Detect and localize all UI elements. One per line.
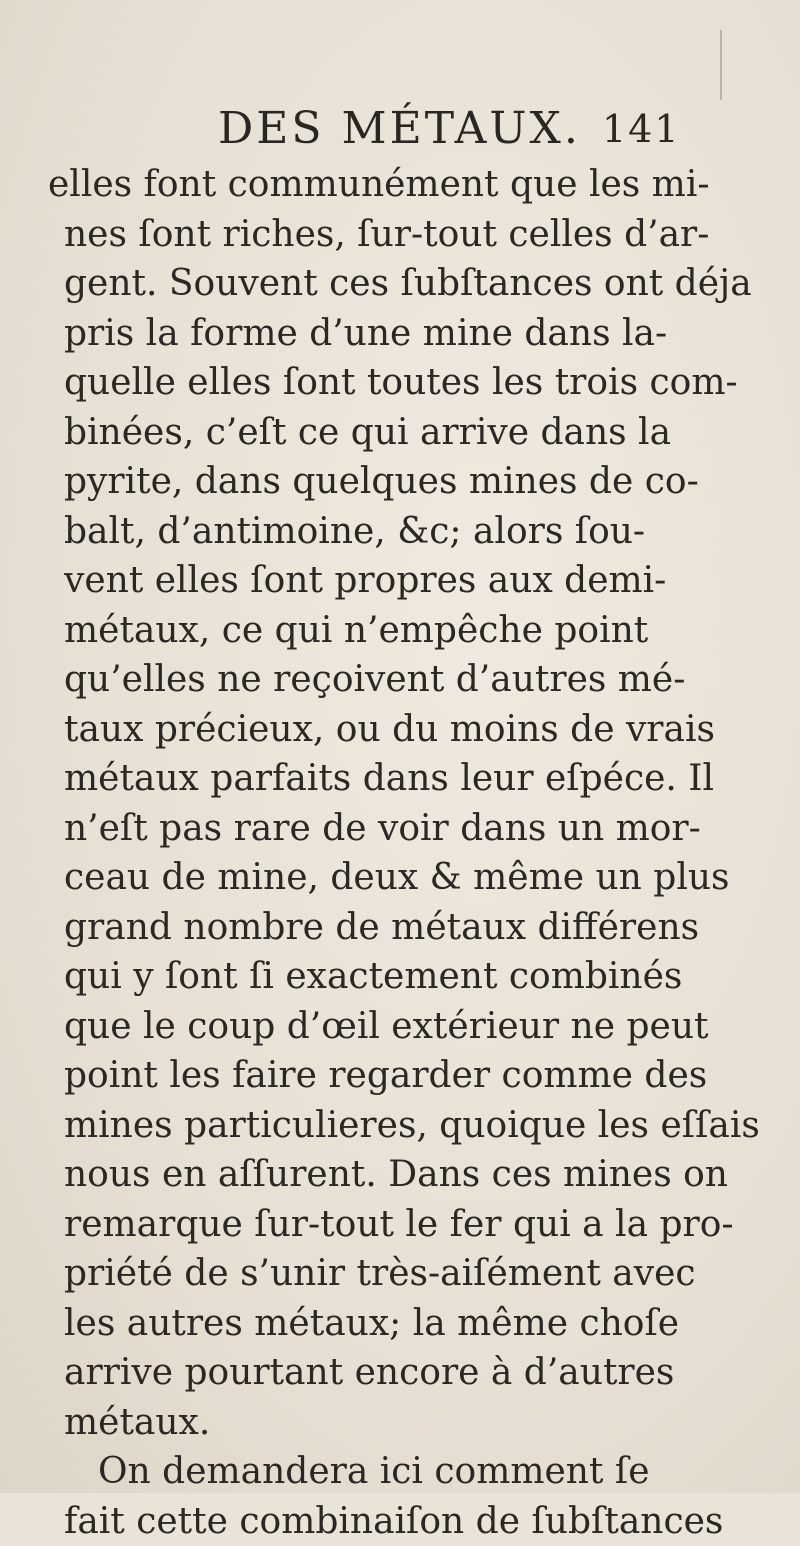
text-line: gent. Souvent ces ſubſtances ont déja xyxy=(48,259,768,309)
text-line: arrive pourtant encore à d’autres xyxy=(48,1348,768,1398)
text-line: pyrite, dans quelques mines de co- xyxy=(48,457,768,507)
running-title: DES MÉTAUX. xyxy=(218,104,581,154)
text-line: ceau de mine, deux & même un plus xyxy=(48,853,768,903)
margin-mark xyxy=(720,30,722,100)
text-line: priété de s’unir très-aiſément avec xyxy=(48,1249,768,1299)
text-line: nous en aſſurent. Dans ces mines on xyxy=(48,1150,768,1200)
text-line: pris la forme d’une mine dans la- xyxy=(48,309,768,359)
text-line: qui y ſont ſi exactement combinés xyxy=(48,952,768,1002)
text-line: point les faire regarder comme des xyxy=(48,1051,768,1101)
text-line: les autres métaux; la même choſe xyxy=(48,1299,768,1349)
paragraph-start-line: On demandera ici comment ſe xyxy=(48,1447,768,1497)
text-line: elles font communément que les mi- xyxy=(48,160,768,210)
text-line: balt, d’antimoine, &c; alors ſou- xyxy=(48,507,768,557)
text-line: que le coup d’œil extérieur ne peut xyxy=(48,1002,768,1052)
running-head xyxy=(0,104,800,154)
text-line: nes ſont riches, ſur-tout celles d’ar- xyxy=(48,210,768,260)
text-line: mines particulieres, quoique les eſſais xyxy=(48,1101,768,1151)
text-line: grand nombre de métaux différens xyxy=(48,903,768,953)
text-line: n’eſt pas rare de voir dans un mor- xyxy=(48,804,768,854)
text-line: quelle elles ſont toutes les trois com- xyxy=(48,358,768,408)
text-line: binées, c’eſt ce qui arrive dans la xyxy=(48,408,768,458)
text-line: fait cette combinaiſon de ſubſtances xyxy=(48,1497,768,1546)
text-line: remarque ſur-tout le fer qui a la pro- xyxy=(48,1200,768,1250)
text-line: qu’elles ne reçoivent d’autres mé- xyxy=(48,655,768,705)
body-text xyxy=(48,160,768,1546)
text-line: métaux, ce qui n’empêche point xyxy=(48,606,768,656)
text-line: métaux. xyxy=(48,1398,768,1448)
text-line: métaux parfaits dans leur eſpéce. Il xyxy=(48,754,768,804)
text-line: vent elles ſont propres aux demi- xyxy=(48,556,768,606)
text-line: taux précieux, ou du moins de vrais xyxy=(48,705,768,755)
page-number: 141 xyxy=(602,104,681,154)
